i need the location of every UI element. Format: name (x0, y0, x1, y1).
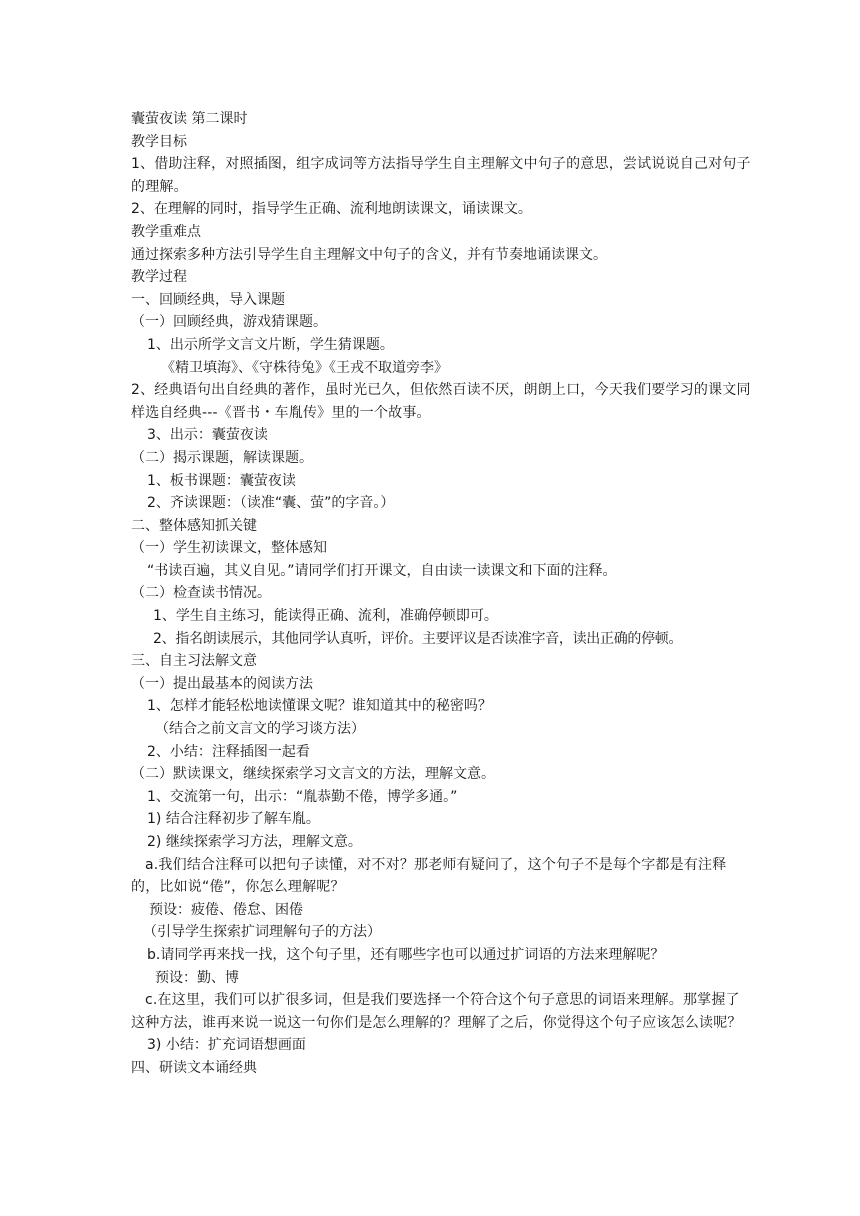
list-item: 2、指名朗读展示，其他同学认真听，评价。主要评议是否读准字音，读出正确的停顿。 (153, 630, 683, 647)
step-heading: 三、自主习法解文意 (131, 653, 257, 670)
list-item: 1、交流第一句，出示：“胤恭勤不倦，博学多通。” (147, 788, 458, 805)
list-item: 2) 继续探索学习方法，理解文意。 (147, 834, 362, 850)
paragraph: 通过探索多种方法引导学生自主理解文中句子的含义，并有节奏地诵读课文。 (131, 246, 607, 263)
lesson-title: 囊萤夜读 第二课时 (131, 111, 248, 127)
paragraph: 1、借助注释，对照插图，组字成词等方法指导学生自主理解文中句子的意思，尝试说说自己对句子的理解。 (131, 156, 751, 195)
list-item: 3) 小结：扩充词语想画面 (147, 1037, 306, 1054)
list-item: 1、学生自主练习，能读得正确、流利，准确停顿即可。 (153, 608, 498, 625)
list-item: （结合之前文言文的学习谈方法） (155, 721, 365, 738)
step-heading: 二、整体感知抓关键 (131, 517, 257, 534)
substep-heading: （二）检查读书情况。 (131, 585, 271, 602)
section-heading: 教学目标 (131, 133, 187, 150)
substep-heading: （一）提出最基本的阅读方法 (131, 675, 313, 692)
list-item: （引导学生探索扩词理解句子的方法） (143, 924, 381, 941)
substep-heading: （二）揭示课题，解读课题。 (131, 449, 313, 466)
list-item: 1、怎样才能轻松地读懂课文呢？谁知道其中的秘密吗？ (147, 698, 492, 715)
list-item: 3、出示：囊萤夜读 (147, 427, 268, 444)
paragraph: “书读百遍，其义自见。”请同学们打开课文，自由读一读课文和下面的注释。 (147, 562, 617, 579)
paragraph: 2、在理解的同时，指导学生正确、流利地朗读课文，诵读课文。 (131, 201, 532, 218)
paragraph: a.我们结合注释可以把句子读懂，对不对？那老师有疑问了，这个句子不是每个字都是有注释的，比如说“倦”，你怎么理解呢？ (131, 856, 727, 896)
substep-heading: （一）回顾经典，游戏猜课题。 (131, 314, 327, 331)
list-item: 预设：疲倦、倦怠、困倦 (149, 901, 303, 918)
paragraph: 2、经典语句出自经典的著作，虽时光已久，但依然百读不厌，朗朗上口，今天我们要学习的课文同样选自经典---《晋书・车胤传》里的一个故事。 (131, 382, 751, 421)
paragraph: c.在这里，我们可以扩很多词，但是我们要选择一个符合这个句子意思的词语来理解。那掌握了这种方法，谁再来说一说这一句你们是怎么理解的？理解了之后，你觉得这个句子应该怎么读呢？ (131, 992, 742, 1031)
substep-heading: （二）默读课文，继续探索学习文言文的方法，理解文意。 (131, 766, 495, 783)
list-item: 1、出示所学文言文片断，学生猜课题。 (147, 336, 394, 353)
list-item: b.请同学再来找一找，这个句子里，还有哪些字也可以通过扩词语的方法来理解呢？ (147, 946, 665, 963)
list-item: 预设：勤、博 (155, 969, 239, 986)
section-heading: 教学过程 (131, 269, 187, 286)
list-item: 2、齐读课题：（读准“囊、萤”的字音。） (147, 495, 395, 512)
section-heading: 教学重难点 (131, 223, 201, 240)
list-item: 1) 结合注释初步了解车胤。 (147, 811, 320, 828)
substep-heading: （一）学生初读课文，整体感知 (131, 540, 327, 557)
step-heading: 一、回顾经典，导入课题 (131, 291, 285, 308)
step-heading: 四、研读文本诵经典 (131, 1059, 257, 1076)
list-item: 《精卫填海》、《守株待兔》《王戎不取道旁李》 (161, 359, 448, 376)
document-body (131, 108, 751, 1080)
list-item: 1、板书课题：囊萤夜读 (147, 472, 296, 489)
list-item: 2、小结：注释插图一起看 (147, 743, 310, 760)
